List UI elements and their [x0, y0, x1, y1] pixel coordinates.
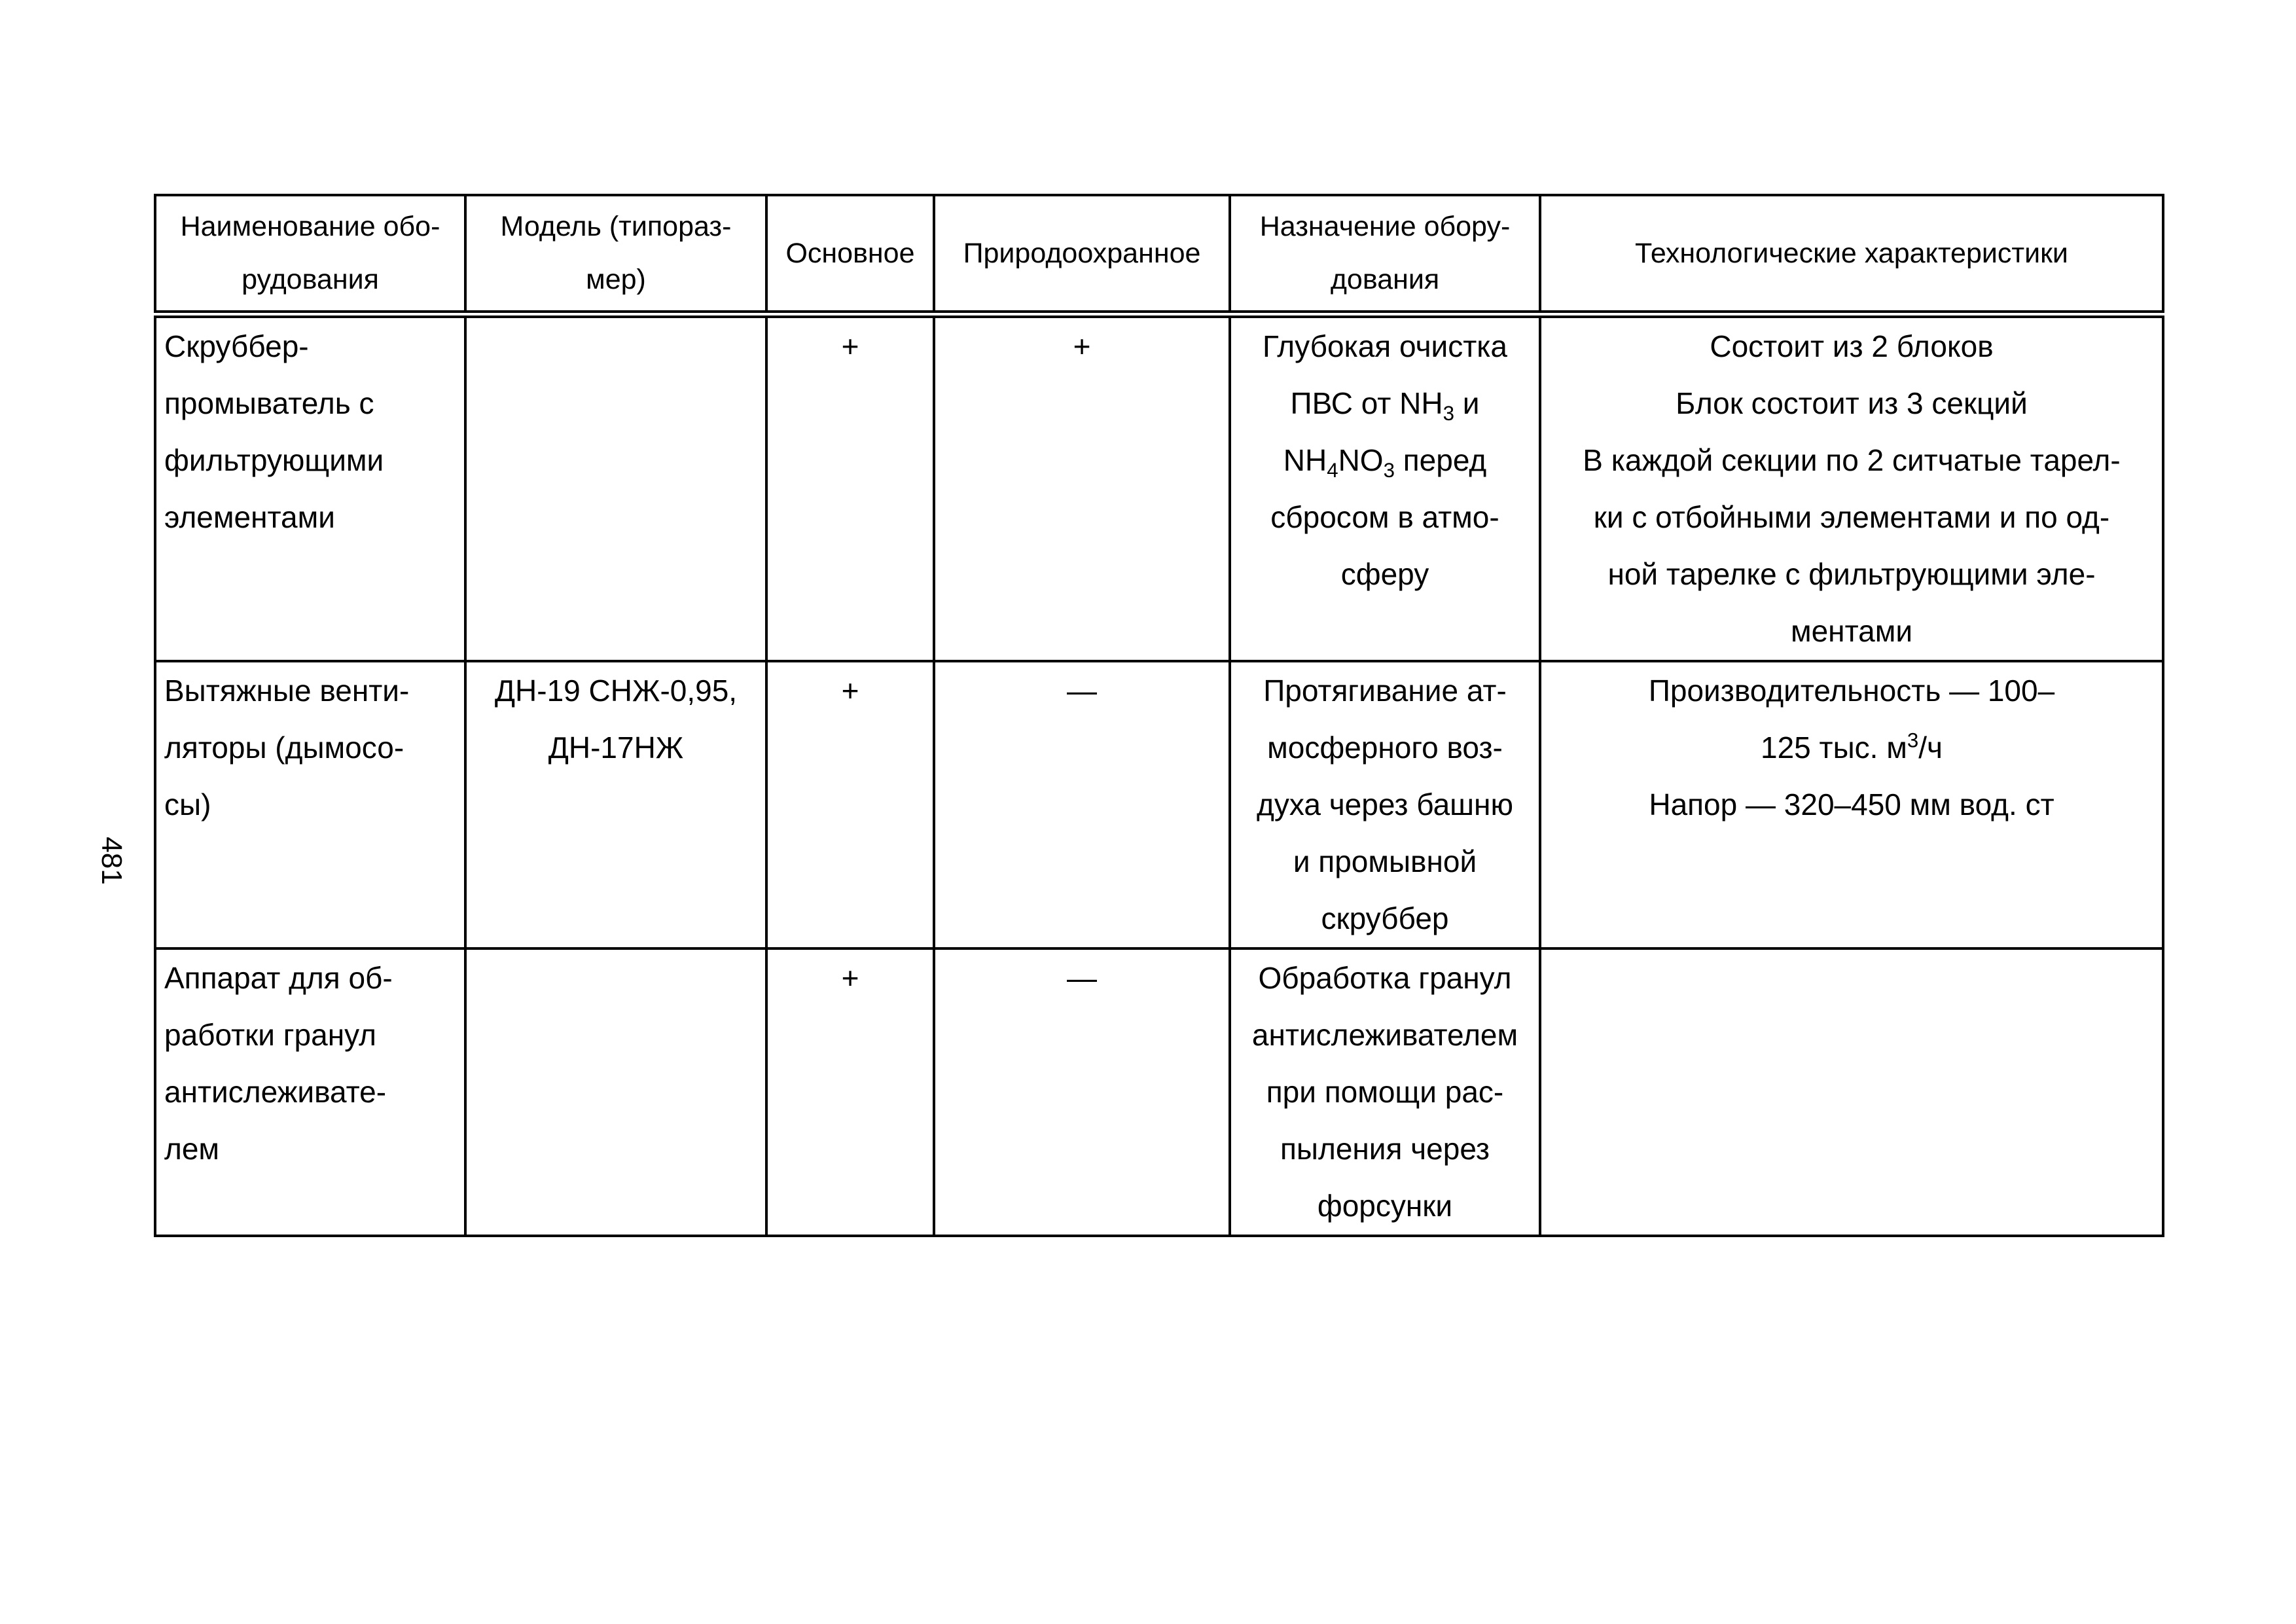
cell-environmental: —: [934, 661, 1230, 948]
purpose-text: NO: [1338, 443, 1384, 477]
cell-purpose: [1230, 314, 1540, 661]
subscript-3: 3: [1383, 459, 1395, 482]
cell-environmental: —: [934, 948, 1230, 1236]
subscript-4: 4: [1327, 459, 1338, 482]
equipment-table: [154, 194, 2164, 1237]
purpose-text: и NH: [1283, 386, 1480, 477]
superscript-3: 3: [1907, 729, 1919, 752]
characteristics-text: /ч Напор — 320–450 мм вод. ст: [1649, 731, 2054, 821]
purpose-text: Глубокая очистка ПВС от NH: [1262, 329, 1508, 420]
cell-model: [465, 314, 766, 661]
cell-model: [465, 948, 766, 1236]
cell-equipment-name: Аппарат для об- работки гранул антислеживате- лем: [155, 948, 465, 1236]
cell-purpose: Протягивание ат- мосферного воз- духа через башню и промывной скруббер: [1230, 661, 1540, 948]
header-environmental: Природоохранное: [934, 195, 1230, 314]
header-characteristics: Технологические характеристики: [1540, 195, 2163, 314]
cell-characteristics: [1540, 948, 2163, 1236]
cell-purpose: Обработка гранул антислеживателем при помощи рас- пыления через форсунки: [1230, 948, 1540, 1236]
table-row: [155, 314, 2163, 661]
characteristics-text: Производительность — 100– 125 тыс. м: [1648, 674, 2055, 765]
cell-main: +: [766, 661, 934, 948]
cell-equipment-name: Вытяжные венти- ляторы (дымосо- сы): [155, 661, 465, 948]
cell-main: +: [766, 948, 934, 1236]
cell-characteristics: [1540, 661, 2163, 948]
purpose-text: перед сбросом в атмо- сферу: [1270, 443, 1499, 591]
cell-main: +: [766, 314, 934, 661]
header-purpose: Назначение обору- дования: [1230, 195, 1540, 314]
cell-environmental: +: [934, 314, 1230, 661]
header-main: Основное: [766, 195, 934, 314]
page-number: 481: [96, 837, 128, 885]
table-header-row: [155, 195, 2163, 314]
cell-equipment-name: Скруббер- промыватель с фильтрующими элементами: [155, 314, 465, 661]
header-model: Модель (типораз- мер): [465, 195, 766, 314]
header-equipment-name: Наименование обо- рудования: [155, 195, 465, 314]
cell-characteristics: Состоит из 2 блоков Блок состоит из 3 секций В каждой секции по 2 ситчатые тарел- ки с отбойными элементами и по од- ной тарелке с фильтрующими эле- ментами: [1540, 314, 2163, 661]
cell-model: ДН-19 СНЖ-0,95, ДН-17НЖ: [465, 661, 766, 948]
subscript-3: 3: [1443, 402, 1454, 425]
table-row: [155, 661, 2163, 948]
table-row: [155, 948, 2163, 1236]
